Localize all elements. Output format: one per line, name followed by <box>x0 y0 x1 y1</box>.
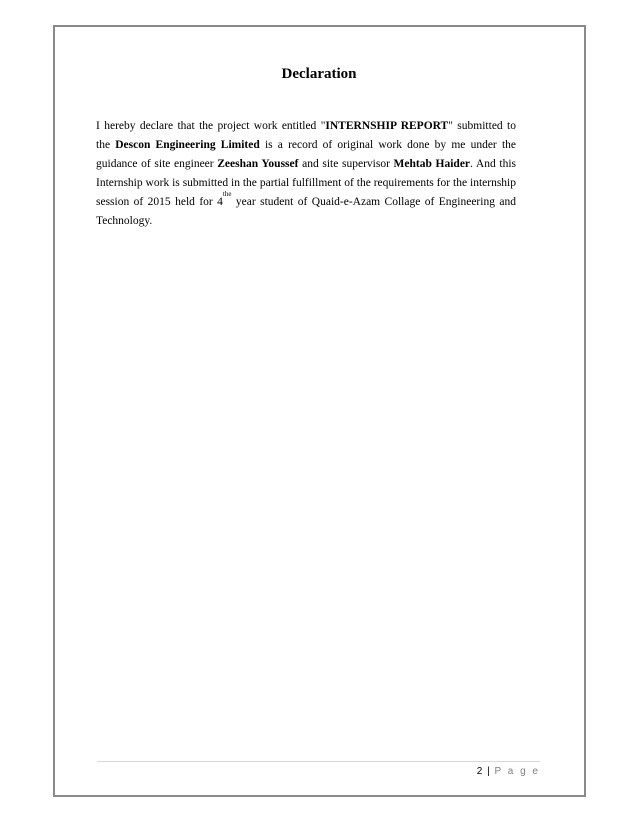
page-label: P a g e <box>494 766 540 777</box>
company-name: Descon Engineering Limited <box>115 139 260 151</box>
text-segment: I hereby declare that the project work entitled " <box>96 120 326 132</box>
text-segment: . And this Internship work is submitted in the partial fulfillment of the requirements for the internship session of 2015 held for 4 <box>96 158 516 208</box>
text-segment: " submitted to the <box>96 120 516 151</box>
page-number: 2 <box>476 766 483 777</box>
footer-separator: | <box>487 766 490 777</box>
text-segment: and site supervisor <box>298 158 394 170</box>
site-supervisor-name: Mehtab Haider <box>393 158 471 170</box>
footer-divider <box>97 761 540 762</box>
declaration-paragraph <box>96 117 516 231</box>
site-engineer-name: Zeeshan Youssef <box>217 158 299 170</box>
text-segment: is a record of original work done by me under the guidance of site engineer <box>96 139 516 170</box>
page-footer <box>440 766 540 777</box>
superscript: the <box>222 190 232 198</box>
project-title: INTERNSHIP REPORT <box>325 120 449 132</box>
text-segment: year student of Quaid-e-Azam Collage of Engineering and Technology. <box>96 196 516 227</box>
page-title: Declaration <box>281 66 357 82</box>
